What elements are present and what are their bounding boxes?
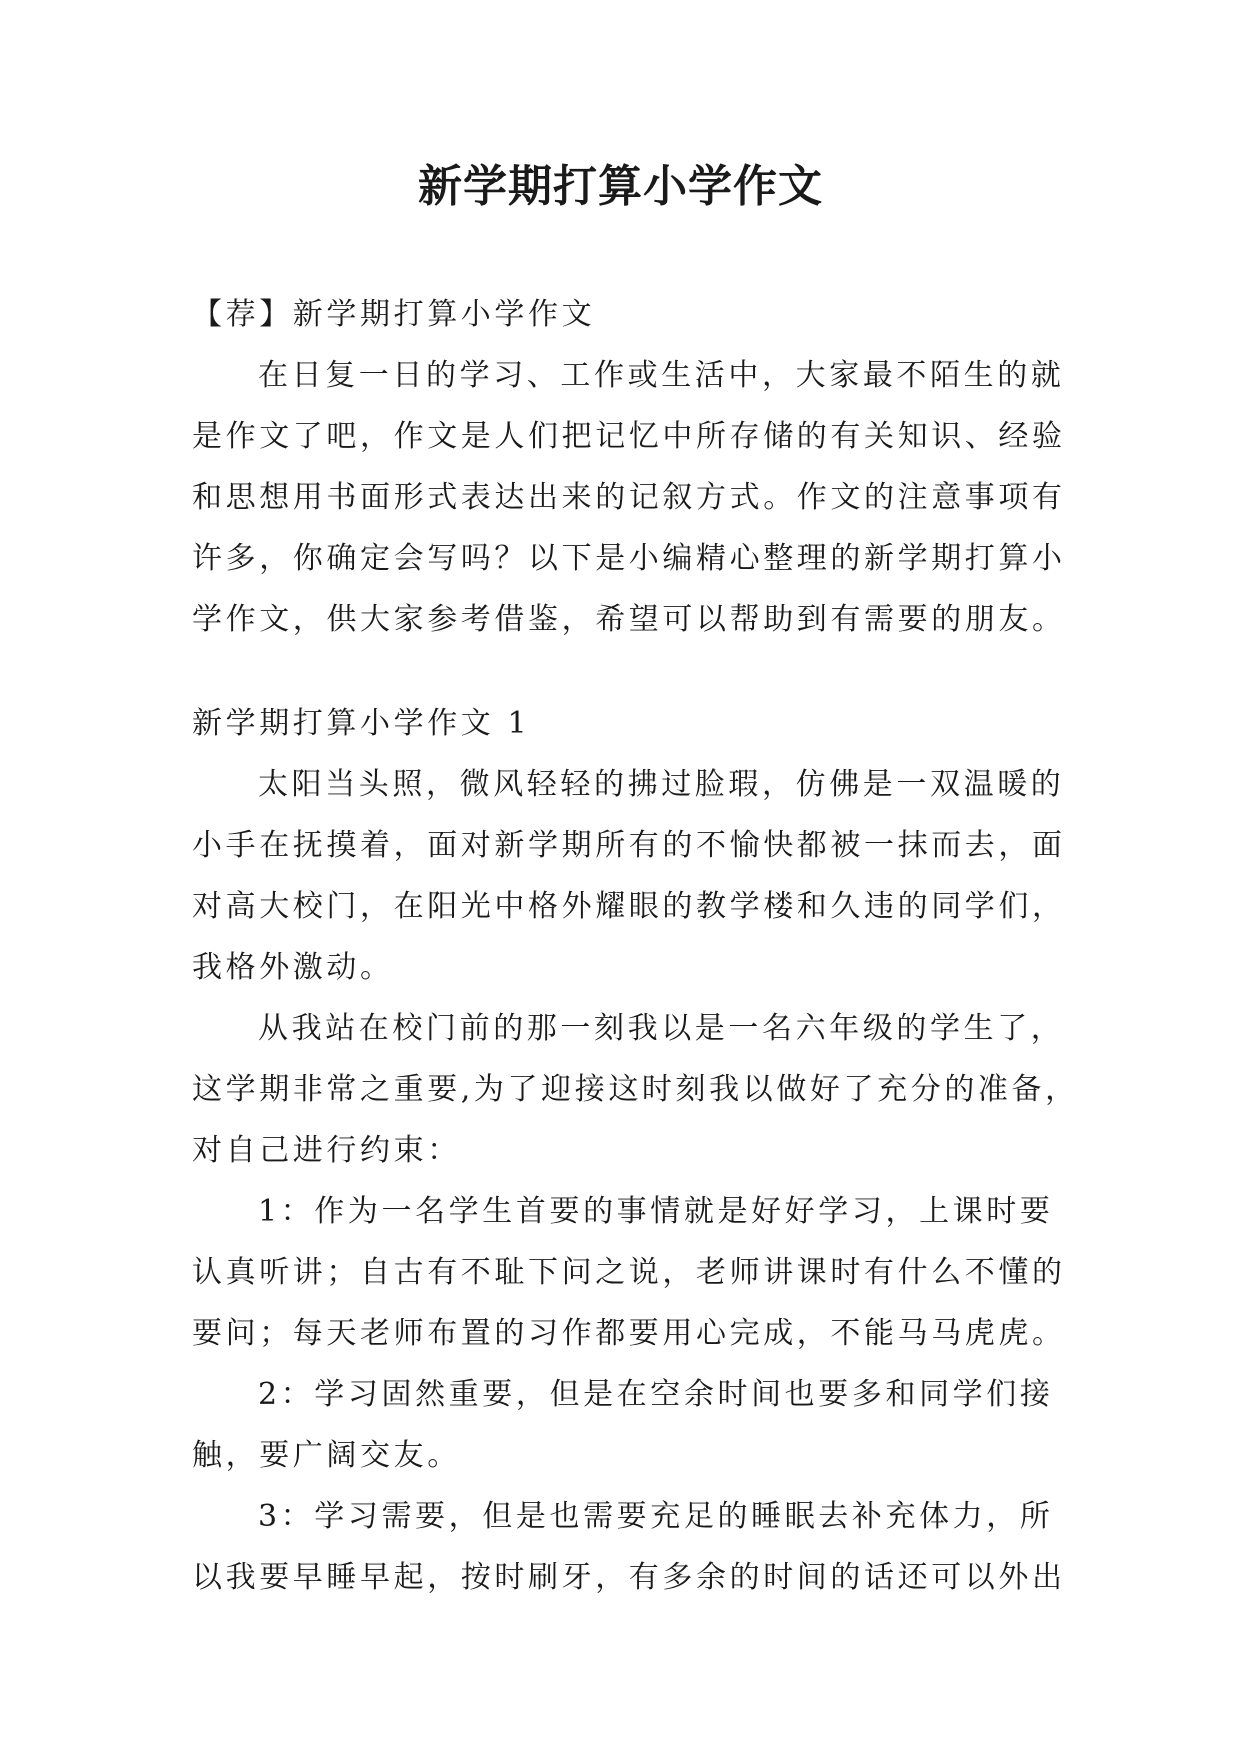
intro-line: 在日复一日的学习、工作或生活中，大家最不陌生的就 <box>258 358 1065 393</box>
paragraph-1-line: 小手在抚摸着，面对新学期所有的不愉快都被一抹而去，面 <box>192 828 1066 863</box>
intro-heading: 【荐】新学期打算小学作文 <box>192 297 596 332</box>
intro-line: 学作文，供大家参考借鉴，希望可以帮助到有需要的朋友。 <box>192 602 1066 637</box>
essay-heading: 新学期打算小学作文 1 <box>192 706 531 741</box>
paragraph-2-line: 这学期非常之重要,为了迎接这时刻我以做好了充分的准备， <box>192 1072 1079 1107</box>
paragraph-1-line: 我格外激动。 <box>192 950 394 985</box>
paragraph-3-line: 要问；每天老师布置的习作都要用心完成，不能马马虎虎。 <box>192 1316 1066 1351</box>
paragraph-1-line: 对高大校门，在阳光中格外耀眼的教学楼和久违的同学们， <box>192 889 1066 924</box>
document-title: 新学期打算小学作文 <box>418 161 823 212</box>
paragraph-5-line: 以我要早睡早起，按时刷牙，有多余的时间的话还可以外出 <box>192 1560 1066 1595</box>
paragraph-2-line: 从我站在校门前的那一刻我以是一名六年级的学生了， <box>258 1011 1065 1046</box>
paragraph-2-line: 对自己进行约束： <box>192 1133 461 1168</box>
paragraph-3-line: 认真听讲；自古有不耻下问之说，老师讲课时有什么不懂的 <box>192 1255 1066 1290</box>
intro-line: 许多，你确定会写吗？以下是小编精心整理的新学期打算小 <box>192 541 1066 576</box>
paragraph-3-line: 1：作为一名学生首要的事情就是好好学习，上课时要 <box>258 1194 1054 1229</box>
intro-line: 和思想用书面形式表达出来的记叙方式。作文的注意事项有 <box>192 480 1066 515</box>
paragraph-4-line: 2：学习固然重要，但是在空余时间也要多和同学们接 <box>258 1377 1054 1412</box>
paragraph-4-line: 触，要广阔交友。 <box>192 1438 461 1473</box>
paragraph-1-line: 太阳当头照，微风轻轻的拂过脸瑕，仿佛是一双温暖的 <box>258 767 1065 802</box>
intro-line: 是作文了吧，作文是人们把记忆中所存储的有关知识、经验 <box>192 419 1066 454</box>
paragraph-5-line: 3：学习需要，但是也需要充足的睡眠去补充体力，所 <box>258 1499 1054 1534</box>
document-body <box>192 284 1079 1608</box>
section-gap <box>192 650 1072 693</box>
